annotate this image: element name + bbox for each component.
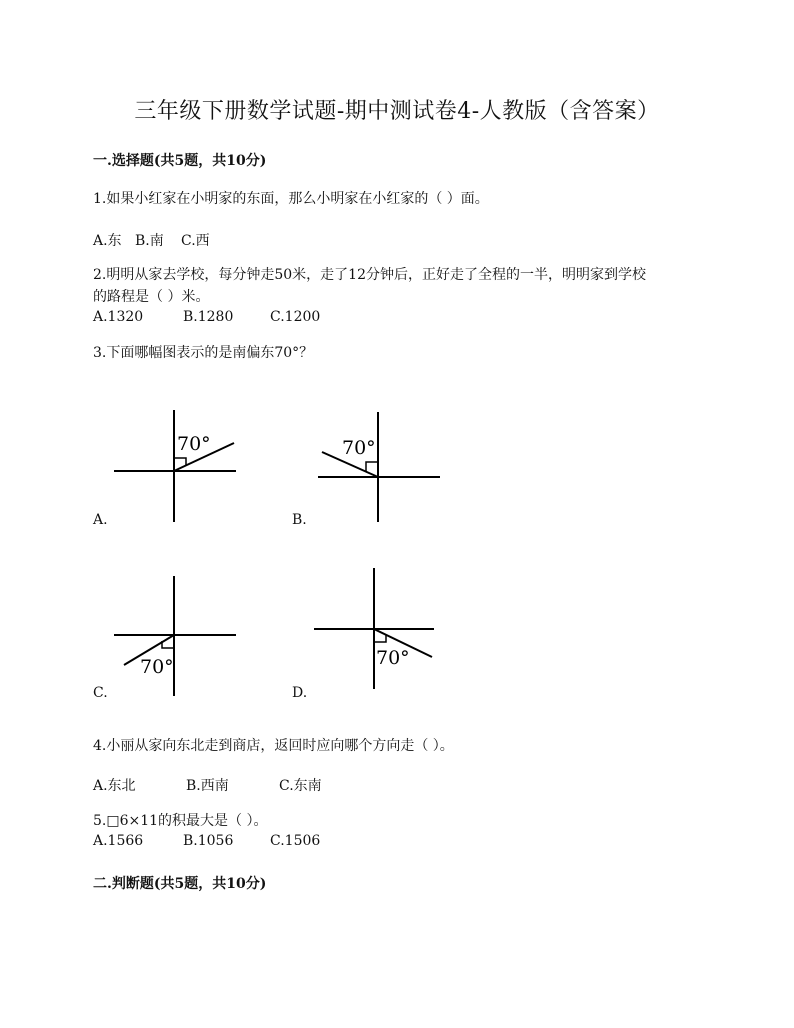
figure-b-diagram — [314, 412, 444, 527]
question-4-text: 4.小丽从家向东北走到商店，返回时应向哪个方向走（ ）。 — [93, 738, 454, 754]
figure-d-label: D. — [292, 685, 308, 701]
question-4-options — [93, 775, 322, 795]
question-1-options — [93, 230, 210, 250]
question-1-option-c: C.西 — [181, 233, 210, 249]
question-4-option-a: A.东北 — [93, 778, 136, 794]
figure-a-angle-mark — [174, 458, 186, 465]
question-2-line-1: 2.明明从家去学校，每分钟走50米，走了12分钟后，正好走了全程的一半，明明家到学校 — [93, 267, 646, 283]
figure-d-angle-mark — [374, 635, 386, 642]
question-3-text: 3.下面哪幅图表示的是南偏东70°？ — [93, 345, 314, 361]
figure-c-angle-label: 70° — [140, 656, 174, 678]
question-4-option-c: C.东南 — [279, 778, 322, 794]
question-5-text: 5.□6×11的积最大是（ ）。 — [93, 813, 268, 829]
figure-b-angle-label: 70° — [342, 437, 376, 459]
figure-c-diagram — [110, 574, 240, 699]
question-1-text: 1.如果小红家在小明家的东面，那么小明家在小红家的（ ）面。 — [93, 191, 489, 207]
question-2-option-b: B.1280 — [183, 309, 234, 325]
figure-d-diagram — [310, 568, 440, 693]
question-1-option-a: A.东 — [93, 233, 122, 249]
question-5-option-c: C.1506 — [270, 833, 321, 849]
question-4-option-b: B.西南 — [186, 778, 229, 794]
figure-b-angle-mark — [366, 462, 378, 472]
question-2-line-2: 的路程是（ ）米。 — [93, 289, 210, 305]
question-2-options — [93, 309, 320, 325]
question-5-options — [93, 833, 320, 849]
question-5-option-a: A.1566 — [93, 833, 144, 849]
section-heading-true-false: 二.判断题(共5题，共10分) — [93, 876, 267, 892]
question-5-option-b: B.1056 — [183, 833, 234, 849]
figure-a-diagram — [110, 405, 240, 525]
figure-b-label: B. — [292, 512, 307, 528]
figure-d-angle-label: 70° — [376, 647, 410, 669]
section-heading-choice: 一.选择题(共5题，共10分) — [93, 153, 267, 169]
page-title: 三年级下册数学试题-期中测试卷4-人教版（含答案） — [134, 99, 660, 124]
question-2-option-a: A.1320 — [93, 309, 144, 325]
question-2-text — [93, 264, 713, 308]
question-1-option-b: B.南 — [135, 233, 164, 249]
figure-a-label: A. — [93, 512, 108, 528]
figure-c-label: C. — [93, 685, 108, 701]
figure-a-angle-label: 70° — [177, 433, 211, 455]
question-2-option-c: C.1200 — [270, 309, 321, 325]
